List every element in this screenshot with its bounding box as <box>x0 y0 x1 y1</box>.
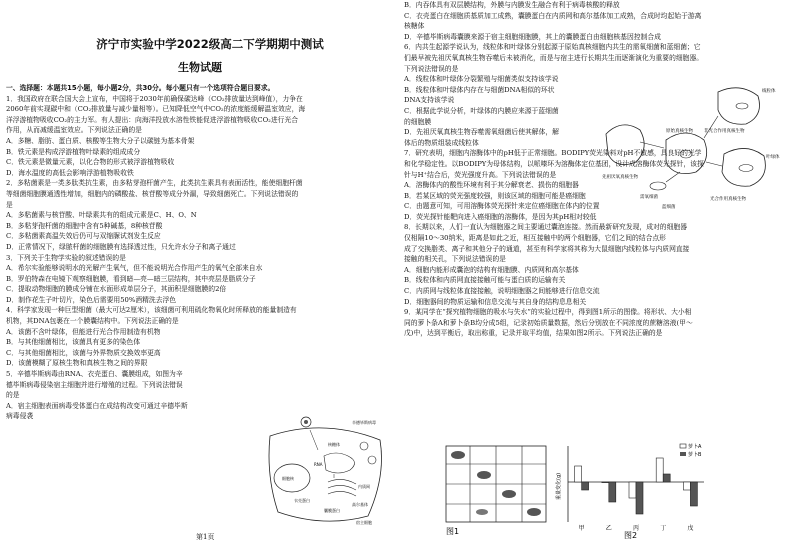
text-line: C．多粘菌素高温失效后仍可与双缩脲试剂发生反应 <box>6 232 161 241</box>
text-line: C．衣壳蛋白在细胞质基质加工成熟，囊膜蛋白在内质网和高尔基体加工成熟，合成时均起始于游离 <box>404 11 702 20</box>
chart-ylabel: 重量变化(g) <box>556 472 562 500</box>
x-tick-label: 乙 <box>605 525 612 532</box>
cell-image-figure1 <box>444 444 548 536</box>
bar <box>690 482 697 506</box>
left-column <box>6 0 394 543</box>
bar <box>683 482 690 490</box>
text-line: C．提取动物细胞的膜成分铺在水面形成单层分子，其面积是细胞膜的2倍 <box>6 285 227 294</box>
figure5-label: 宿主细胞 <box>356 520 372 525</box>
text-line: A．溶酶体内的酸性环境有利于其分解衰老、损伤的细胞器 <box>404 181 579 190</box>
text-line: C．铁元素是微量元素，以化合物的形式被浮游植物吸收 <box>6 158 175 167</box>
text-line: A．宿主细胞表面病毒受体蛋白在成结构改变可通过辛德毕斯 <box>6 401 188 410</box>
text-line: 的是 <box>6 391 20 400</box>
figure5-label: RNA <box>314 462 323 467</box>
text-line: 作用，从而减缓温室效应。下列说法正确的是 <box>6 126 142 135</box>
figure6-label: 光合作用真核生物 <box>710 197 746 202</box>
x-tick-label: 丁 <box>660 525 667 532</box>
text-line: 核糖体 <box>404 22 425 31</box>
figure6-label: 原始真核生物 <box>666 129 693 134</box>
text-line: 体后的物质组装成线粒体 <box>404 138 479 147</box>
figure5-label: 细胞核 <box>282 476 294 481</box>
legend-label-b: 萝卜B <box>688 452 702 458</box>
bar-group <box>575 458 698 532</box>
exam-title: 济宁市实验中学2022级高二下学期期中测试 <box>96 37 324 51</box>
bar <box>663 474 670 482</box>
right-column <box>404 0 792 543</box>
figure6-label: 先祖厌氧真核生物 <box>602 175 638 180</box>
text-line: 6．内共生起源学说认为，线粒体和叶绿体分别起源于原始真核细胞内共生的需氧细菌和蓝细菌；它 <box>404 43 701 52</box>
text-line: 洋浮游植物吸收CO₂的主力军。有人提出：向海洋投放水溶性铁能促进浮游植物吸收CO₂进行光合 <box>6 115 299 124</box>
text-line: A．希尔实验能够说明水的光解产生氧气，但不能说明光合作用产生的氧气全部来自水 <box>6 264 263 273</box>
text-line: D．荧光探针能靶向进入癌细胞的溶酶体，是因为其pH相对较低 <box>404 212 597 221</box>
text-line: 戊)中，达到平衡后，取出称重，记录并取平均值，结果如图2所示。下列说法正确的是 <box>404 329 663 338</box>
text-line: B．与其他细菌相比，该菌具有更多的染色体 <box>6 338 141 347</box>
text-line: B．多粘芽孢杆菌的细胞中含有5种碱基，8种核苷酸 <box>6 221 163 230</box>
text-line: D．辛德毕斯病毒囊膜来源于宿主细胞细胞膜，其上的囊膜蛋白由细胞核基因控制合成 <box>404 32 661 41</box>
text-line: 的细胞膜 <box>404 117 432 126</box>
text-line: A．线粒体和叶绿体分裂繁殖与细菌类似支持该学说 <box>404 75 559 84</box>
text-line: 和化学稳定性。以BODIPY为母体结构，以哌嗪环为溶酶体定位基团，设计成溶酶体荧光探针，该探 <box>404 159 704 168</box>
figure5-label: 囊膜蛋白 <box>324 508 340 513</box>
text-line: B．内吞体具有双层膜结构，外膜与内膜发生融合有利于病毒核酸的释放 <box>404 1 620 9</box>
page-number: 第1页 <box>196 533 215 541</box>
text-line: D．正常情况下，绿脓杆菌的细胞膜有选择透过性，只允许水分子和离子通过 <box>6 242 236 251</box>
bar <box>602 482 609 483</box>
text-line: 是 <box>6 200 13 209</box>
x-tick-label: 丙 <box>633 525 640 532</box>
figure5-label: 内质网 <box>358 484 370 489</box>
figure6-label: 非光合作用真核生物 <box>704 129 745 134</box>
text-line: D．制作花生子叶切片，染色后需要用50%酒精洗去浮色 <box>6 295 177 304</box>
text-line: B．铁元素是构成浮游植物叶绿素的组成成分 <box>6 147 141 156</box>
x-tick-label: 戊 <box>687 525 694 532</box>
text-line: A．多粘菌素与核苷酸、叶绿素共有的组成元素是C、H、O、N <box>6 211 197 220</box>
text-line: A．多糖、脂肪、蛋白质、核酸等生物大分子以碳链为基本骨架 <box>6 136 195 145</box>
text-line: 8．长期以来，人们一直认为细胞器之间主要通过囊泡连接。然而最新研究发现，成对的细胞器 <box>404 223 687 232</box>
text-line: 成了交换脂类、离子和其他分子的通道，甚至有科学家将其称为大鼠细胞内线粒体与内质网直接 <box>404 244 690 253</box>
figure6-label: 需氧细菌 <box>640 195 658 200</box>
text-line: B．若某区域的荧光强度较强，则该区域的细胞可能是癌细胞 <box>404 191 586 200</box>
chart-legend <box>680 443 702 458</box>
text-line: 5．辛德毕斯病毒由RNA、衣壳蛋白、囊膜组成，如图为辛 <box>6 370 183 379</box>
text-line: 9．某同学在“探究植物细胞的吸水与失水”的实验过程中，得到图1所示的图像。将形状、大小相 <box>404 308 692 317</box>
legend-swatch-b <box>680 452 686 456</box>
figure2-caption: 图2 <box>624 531 638 540</box>
text-line: 接触的相关孔，下列说法错误的是 <box>404 255 506 264</box>
text-line: 7．研究表明，细胞内溶酶体中的pH低于正常细胞。BODIPY荧光染料对pH不敏感，具良好的光学 <box>404 149 702 158</box>
figure6-label: 蓝细菌 <box>662 205 676 210</box>
text-line: D．该菌模糊了原核生物和真核生物之间的界限 <box>6 359 148 368</box>
legend-swatch-a <box>680 444 686 448</box>
text-line: B．线粒体和内质网直接接触可能与蛋白质的运输有关 <box>404 276 566 285</box>
text-line: B．罗伯特森在电镜下观察细胞膜，看到暗—亮—暗三层结构，其中亮层是脂质分子 <box>6 274 256 283</box>
figure5-label: 高尔基体 <box>352 502 368 507</box>
text-line: D．海水温度的高低会影响浮游植物吸收铁 <box>6 168 134 177</box>
text-line: C．由题意可知，可用溶酶体荧光探针来定位癌细胞在体内的位置 <box>404 202 600 211</box>
figure1-caption: 图1 <box>446 527 460 536</box>
text-line: A．该菌不含叶绿体，但能进行光合作用制造有机物 <box>6 327 161 336</box>
exam-subtitle: 生物试题 <box>178 61 222 74</box>
text-line: C．与其他细菌相比，该菌与外界物质交换效率更高 <box>6 348 161 357</box>
text-line: 2060年前实现碳中和（CO₂排放量与减少量相等）。已知降低空气中CO₂的浓度能缓解温室效应，海 <box>6 105 306 114</box>
text-line: 同的萝卜条A和萝卜条B均分成5组，记录初始质量数据，然后分别放在不同浓度的蔗糖溶液(甲～ <box>404 318 693 327</box>
bar <box>609 482 616 502</box>
figure5-label: 衣壳蛋白 <box>294 498 310 503</box>
figure5-label: 核糖体 <box>328 442 340 447</box>
endosymbiosis-figure <box>600 82 786 212</box>
text-line: 德毕斯病毒侵染宿主细胞并进行增殖的过程。下列说法错误 <box>6 380 183 389</box>
virus-infection-figure <box>264 416 390 528</box>
text-line: 仅相隔10～30纳米，距离是如此之近，相互接触中的两个细胞器，它们之间的结合点形 <box>404 234 666 243</box>
bar <box>629 482 636 498</box>
text-line: 1．我国政府在联合国大会上宣布，中国将于2030年前确保碳达峰（CO₂排放量达到峰值），力争在 <box>6 94 303 103</box>
left-text-block <box>6 83 394 422</box>
radish-weight-chart <box>554 440 718 540</box>
text-line: A．细胞内能形成囊泡的结构有细胞膜、内质网和高尔基体 <box>404 265 579 274</box>
legend-label-a: 萝卜A <box>688 444 702 450</box>
figure5-label: 辛德毕斯病毒 <box>352 420 376 425</box>
text-line: 病毒侵袭 <box>6 412 34 421</box>
bar <box>582 482 589 490</box>
text-line: B．线粒体和叶绿体内存在与细菌DNA相似的环状 <box>404 85 555 94</box>
text-line: 一、选择题：本题共15小题，每小题2分，共30分。每小题只有一个选项符合题目要求。 <box>6 84 275 92</box>
text-line: C．内质网与线粒体直接接触，说明细胞器之间能够进行信息交流 <box>404 287 600 296</box>
text-line: 针与H⁺结合后，荧光强度升高。下列说法错误的是 <box>404 170 557 179</box>
figure6-label: 叶绿体 <box>766 155 780 160</box>
text-line: 4．科学家发现一种巨型细菌（最大可达2厘米），该细菌可利用硫化物氧化时所释放的能量制造有 <box>6 306 297 315</box>
figure6-label: 线粒体 <box>762 89 776 94</box>
bar <box>656 458 663 482</box>
text-line: 2．多粘菌素是一类多肽类抗生素，由多粘芽孢杆菌产生，此类抗生素具有表面活性，能使细胞杆菌 <box>6 179 303 188</box>
text-line: 3．下列关于生物学实验的叙述错误的是 <box>6 253 126 262</box>
text-line: 机物，其DNA包裹在一个膜囊结构中。下列说法正确的是 <box>6 317 179 326</box>
text-line: 下列说法错误的是 <box>404 64 459 73</box>
text-line: D．先祖厌氧真核生物吞噬需氧细菌后使其解体，解 <box>404 128 559 137</box>
text-line: 们最早被先祖厌氧真核生物吞噬后未被消化，而是与宿主进行长期共生而逐渐演化为重要的细胞器。 <box>404 53 704 62</box>
bar <box>575 466 582 482</box>
text-line: D．细胞器间的物质运输和信息交流与其自身的结构息息相关 <box>404 297 587 306</box>
text-line: 等细菌细胞膜通透性增加，细胞内的磷酸盐、核苷酸等成分外漏，导致细菌死亡。下列说法错误的 <box>6 189 299 198</box>
text-line: C．根据此学说分析，叶绿体的内膜应来源于蓝细菌 <box>404 106 559 115</box>
text-line: DNA支持该学说 <box>404 96 455 105</box>
x-tick-label: 甲 <box>578 525 585 532</box>
bar <box>636 482 643 514</box>
